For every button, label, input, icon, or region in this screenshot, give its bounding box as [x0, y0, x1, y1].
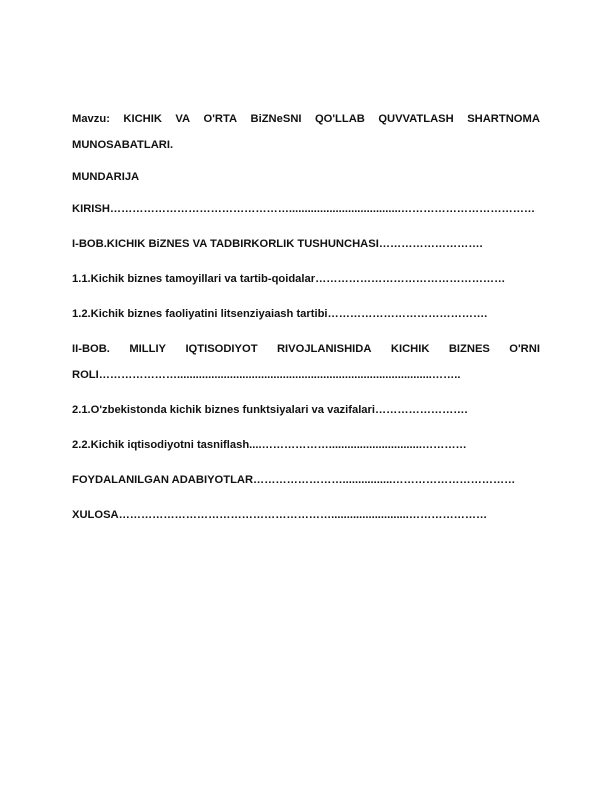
toc-entry-references: FOYDALANILGAN ADABIYOTLAR……………………................……………………………: [72, 474, 516, 486]
chapter-2-word: IQTISODIYOT: [185, 343, 258, 355]
chapter-2-word: KICHIK: [390, 343, 430, 355]
title-line-1: [72, 106, 540, 132]
title-word: KICHIK: [123, 113, 162, 125]
chapter-2-word: O'RNI: [509, 343, 540, 355]
title-word: QUVVATLASH: [378, 113, 454, 125]
contents-heading: MUNDARIJA: [72, 171, 140, 183]
toc-entry-2-1: 2.1.O'zbekistonda kichik biznes funktsiyalari va vazifalari…………………….: [72, 404, 468, 416]
toc-entry-2-2: 2.2.Kichik iqtisodiyotni tasniflash....………………..............................…………: [72, 439, 467, 451]
chapter-2-word: RIVOJLANISHIDA: [276, 343, 372, 355]
toc-entry-1-1: 1.1.Kichik biznes tamoyillari va tartib-qoidalar……………………………………………: [72, 273, 506, 285]
chapter-2-word: II-BOB.: [72, 343, 110, 355]
title-word: VA: [175, 113, 191, 125]
chapter-2-word: MILLIY: [129, 343, 167, 355]
title-word: O'RTA: [203, 113, 238, 125]
title-line-2: MUNOSABATLARI.: [72, 139, 174, 151]
chapter-2-word: BIZNES: [448, 343, 490, 355]
title-word: Mavzu:: [72, 113, 110, 125]
toc-entry-chapter-2-line-1: [72, 336, 540, 362]
title-word: QO'LLAB: [314, 113, 365, 125]
toc-entry-1-2: 1.2.Kichik biznes faoliyatini litsenziyaiash tartibi…………………………………….: [72, 308, 488, 320]
toc-entry-chapter-2-line-2: ROLI…………………..................................................................................……..: [72, 369, 461, 381]
title-word: SHARTNOMA: [467, 113, 540, 125]
document-page: [72, 106, 540, 528]
toc-entry-conclusion: XULOSA………………………………………………….........................…………………: [72, 509, 488, 521]
toc-entry-chapter-1: I-BOB.KICHIK BiZNES VA TADBIRKORLIK TUSHUNCHASI……………………….: [72, 238, 483, 250]
title-word: BiZNeSNI: [250, 113, 302, 125]
toc-entry-kirish: KIRISH…………………………………………....................................………………………………: [72, 203, 536, 215]
